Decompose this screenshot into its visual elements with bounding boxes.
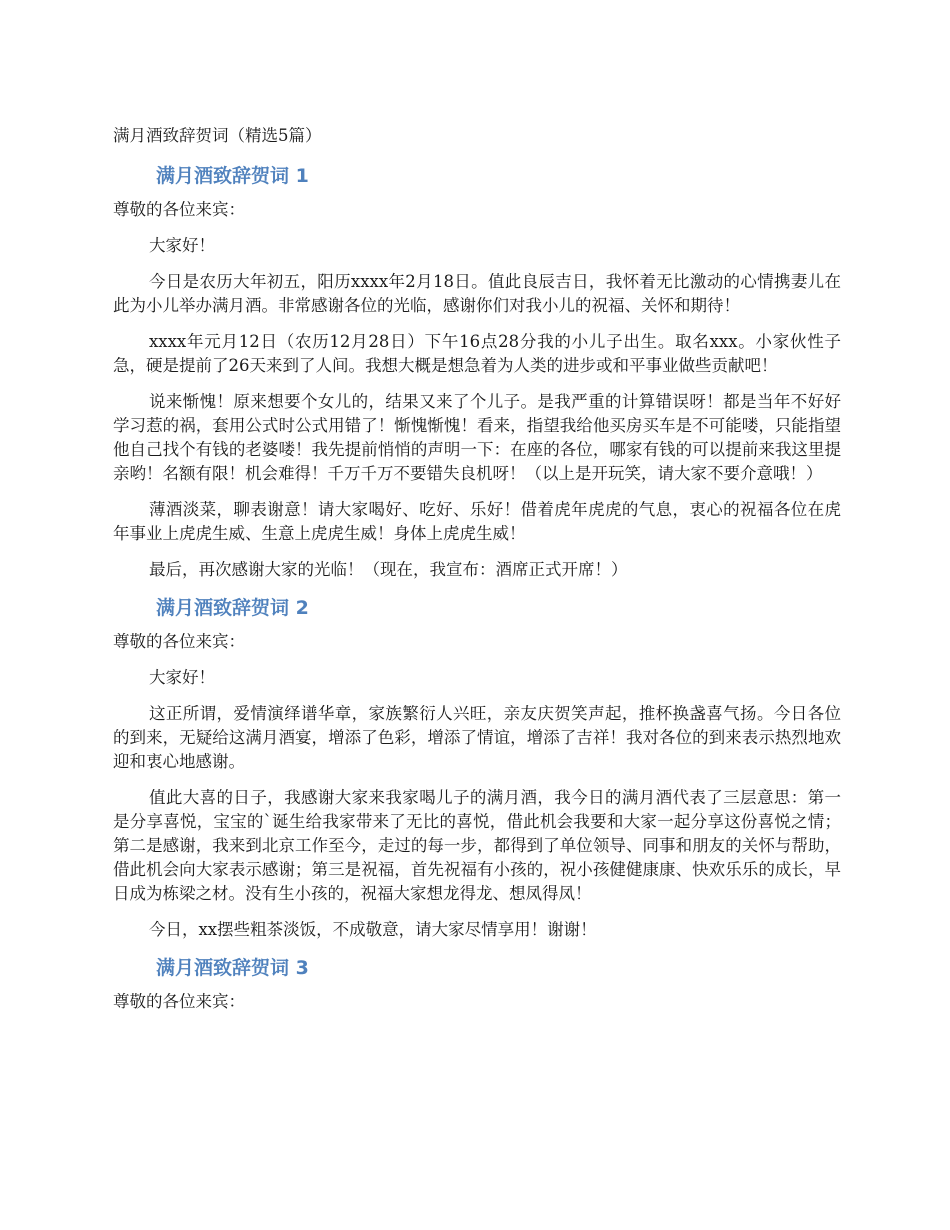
document-page (113, 124, 841, 1026)
document-title: 满月酒致辞贺词（精选5篇） (113, 126, 322, 145)
paragraph: 今日是农历大年初五，阳历xxxx年2月18日。值此良辰吉日，我怀着无比激动的心情携妻儿在此为小儿举办满月酒。非常感谢各位的光临，感谢你们对我小儿的祝福、关怀和期待！ (113, 272, 841, 315)
paragraph: 大家好！ (149, 668, 215, 687)
paragraph: 值此大喜的日子，我感谢大家来我家喝儿子的满月酒，我今日的满月酒代表了三层意思：第一是分享喜悦，宝宝的`诞生给我家带来了无比的喜悦，借此机会我要和大家一起分享这份喜悦之情；第二是感谢，我来到北京工作至今，走过的每一步，都得到了单位领导、同事和朋友的关怀与帮助，借此机会向大家表示感谢；第三是祝福，首先祝福有小孩的，祝小孩健健康康、快欢乐乐的成长，早日成为栋梁之材。没有生小孩的，祝福大家想龙得龙、想凤得凤！ (113, 788, 841, 903)
section-2 (113, 594, 841, 942)
paragraph: 说来惭愧！原来想要个女儿的，结果又来了个儿子。是我严重的计算错误呀！都是当年不好好学习惹的祸，套用公式时公式用错了！惭愧惭愧！看来，指望我给他买房买车是不可能喽，只能指望他自己找个有钱的老婆喽！我先提前悄悄的声明一下：在座的各位，哪家有钱的可以提前来我这里提亲哟！名额有限！机会难得！千万千万不要错失良机呀！（以上是开玩笑，请大家不要介意哦！） (113, 392, 841, 483)
salutation: 尊敬的各位来宾： (113, 992, 245, 1011)
paragraph: 薄酒淡菜，聊表谢意！请大家喝好、吃好、乐好！借着虎年虎虎的气息，衷心的祝福各位在虎年事业上虎虎生威、生意上虎虎生威！身体上虎虎生威！ (113, 500, 841, 543)
section-heading: 满月酒致辞贺词 3 (156, 957, 309, 979)
paragraph: 这正所谓，爱情演绎谱华章，家族繁衍人兴旺，亲友庆贺笑声起，推杯换盏喜气扬。今日各位的到来，无疑给这满月酒宴，增添了色彩，增添了情谊，增添了吉祥！我对各位的到来表示热烈地欢迎和衷心地感谢。 (113, 704, 841, 771)
section-heading: 满月酒致辞贺词 1 (156, 165, 309, 187)
section-heading: 满月酒致辞贺词 2 (156, 597, 309, 619)
paragraph: 最后，再次感谢大家的光临！（现在，我宣布：酒席正式开席！） (149, 560, 628, 579)
paragraph: 大家好！ (149, 236, 215, 255)
salutation: 尊敬的各位来宾： (113, 200, 245, 219)
paragraph: xxxx年元月12日（农历12月28日）下午16点28分我的小儿子出生。取名xxx。小家伙性子急，硬是提前了26天来到了人间。我想大概是想急着为人类的进步或和平事业做些贡献吧！ (113, 332, 841, 375)
paragraph: 今日，xx摆些粗茶淡饭，不成敬意，请大家尽情享用！谢谢！ (149, 920, 597, 939)
salutation: 尊敬的各位来宾： (113, 632, 245, 651)
section-1 (113, 162, 841, 582)
section-3 (113, 954, 841, 1014)
